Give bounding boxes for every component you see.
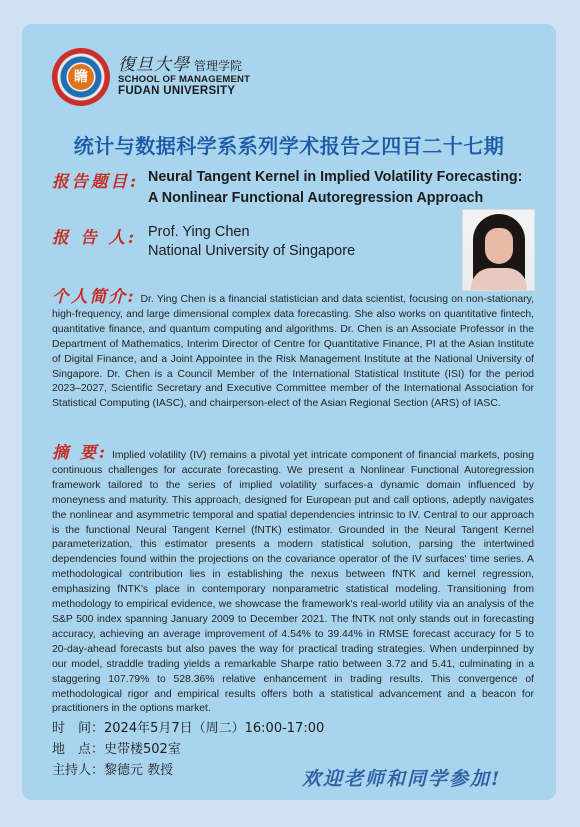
- event-host: 主持人：黎德元 教授: [52, 763, 174, 778]
- school-logo: [52, 48, 250, 106]
- abstract-paragraph: [52, 443, 534, 717]
- poster-title: 统计与数据科学系系列学术报告之四百二十七期: [73, 134, 505, 158]
- bio-label: 个人简介:: [52, 287, 136, 306]
- logo-text: [118, 57, 250, 97]
- fudan-seal-icon: [52, 48, 110, 106]
- topic-label: 报告题目:: [52, 172, 140, 191]
- event-info: [52, 718, 324, 781]
- poster-card: [22, 24, 556, 800]
- seal-char: 瞻: [68, 64, 94, 90]
- topic-title: [148, 167, 548, 209]
- abstract-label: 摘 要:: [52, 443, 107, 462]
- speaker-info: [148, 223, 355, 261]
- university-cn: 復旦大學: [118, 55, 190, 76]
- event-time: 时 间：2024年5月7日（周二）16:00-17:00: [52, 721, 325, 736]
- bio-paragraph: [52, 287, 534, 412]
- speaker-photo: [462, 209, 535, 291]
- speaker-label: 报 告 人:: [52, 228, 138, 247]
- speaker-name: Prof. Ying Chen: [148, 224, 250, 240]
- speaker-affiliation: National University of Singapore: [148, 243, 356, 259]
- event-place: 地 点：史带楼502室: [52, 742, 181, 757]
- school-en: SCHOOL OF MANAGEMENT: [118, 73, 251, 85]
- topic-line-1: Neural Tangent Kernel in Implied Volatility Forecasting:: [148, 169, 523, 185]
- school-cn: 管理学院: [194, 59, 243, 74]
- bio-text: Dr. Ying Chen is a financial statistician and data scientist, focusing on non-stationary, high-frequency, and large dimensional complex data forecasting. She also works on quantitative fintech, quantitative finance, and quantum computing and algorithms. Dr. Chen is an Associate Professor in the Department of Mathematics, Interim Director of Centre for Quantitative Finance, PI at the Asian Institute of Digital Finance, and a Joint Appointee in the Risk Management Institute at the National University of Singapore. Dr. Chen is a Council Member of the International Statistical Institute (ISI) for the period 2023–2027, Scientific Secretary and Executive Committee member of the International Association for Statistical Computing (IASC), and chairperson-elect of the Asian Regional Section (ARS) of IASC.: [52, 294, 534, 410]
- abstract-text: Implied volatility (IV) remains a pivotal yet intricate component of financial markets, posing continuous challenges for accurate forecasting. We present a Nonlinear Functional Autoregression framework tailored to the series of implied volatility surfaces-a dynamic domain influenced by moneyness and maturity. This approach, designed for European put and call options, adeptly navigates the nonlinear and asymmetric temporal and spatial dependencies intrinsic to IV. Central to our approach is the functional Neural Tangent Kernel (fNTK) estimator. Grounded in the Neural Tangent Kernel parameterization, this estimator presents a modern statistical solution, parsing the intertwined dependencies found within the projections on the covariance operator of the IV surfaces' time series. A methodological contribution lies in establishing the nexus between fNTK and kernel regression, emphasizing fNTK's place in contemporary nonparametric statistical modeling. Transitioning from methodology to empirical evidence, we showcase the framework's real-world utility via an analysis of the S&P 500 index spanning January 2009 to December 2021. The fNTK not only stands out in forecasting accuracy, achieving an average improvement of 4.54% to 39.44% in RMSE forecast accuracy for 5 to 20-day-ahead forecasts but also paves the way for practical trading strategies. When underpinned by our model, straddle trading yields a remarkable Sharpe ratio between 3.72 and 5.41, culminating in a staggering 107.79% to 528.36% relative enhancement in trading results. This convergence of methodological rigor and empirical results offers both a statistical advancement and a beacon for practitioners in the options market.: [52, 450, 534, 715]
- topic-line-2: A Nonlinear Functional Autoregression Approach: [148, 190, 484, 206]
- university-en: FUDAN UNIVERSITY: [118, 84, 236, 97]
- welcome-text: 欢迎老师和同学参加!: [302, 768, 502, 790]
